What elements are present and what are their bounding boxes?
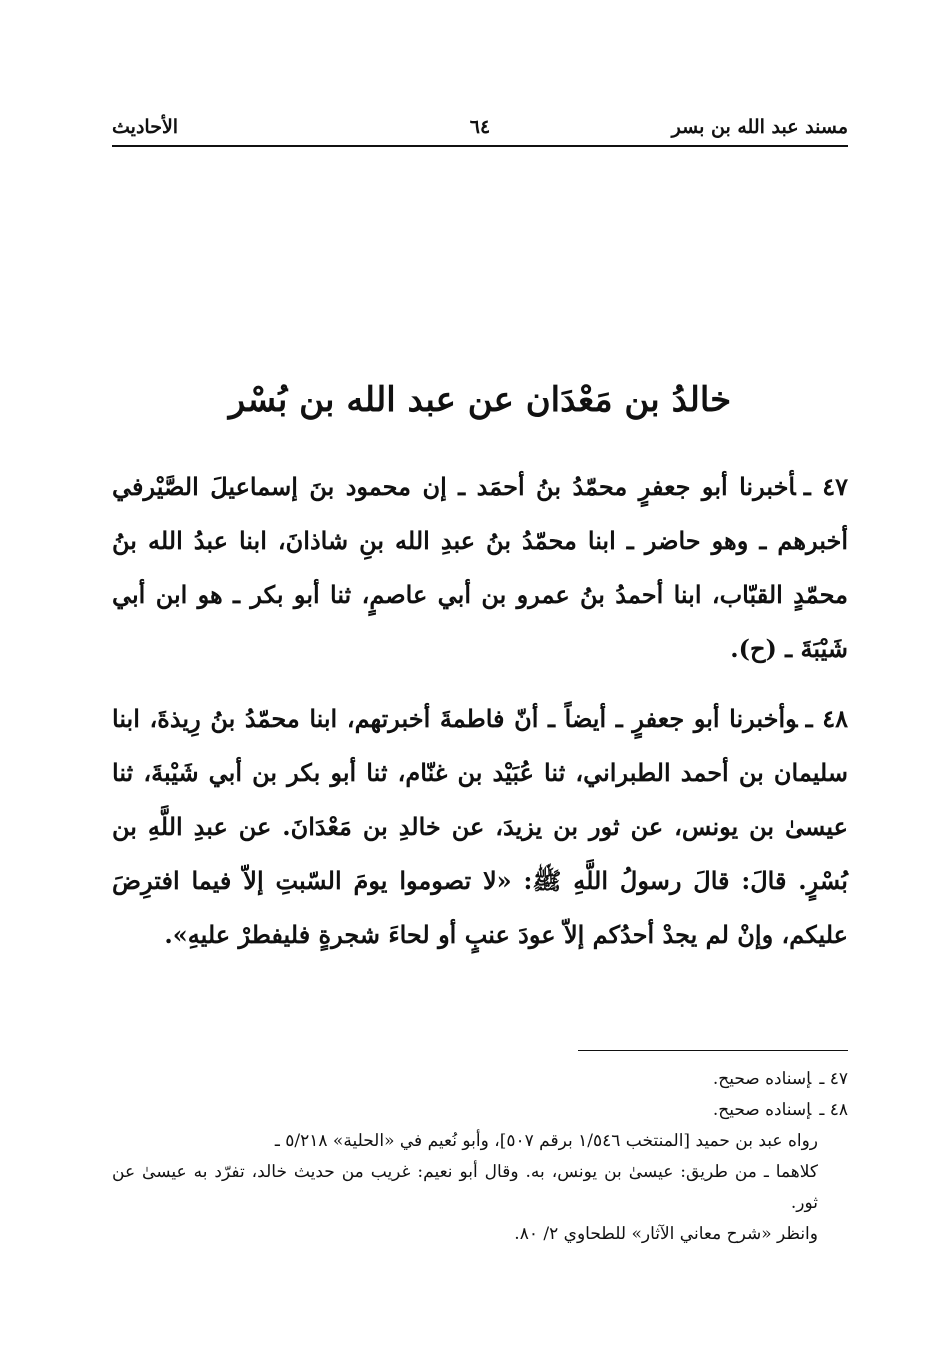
footnote-48-line: رواه عبد بن حميد [المنتخب ١/٥٤٦ برقم ٥٠٧]، وأبو نُعيم في «الحلية» ٥/٢١٨ ـ [274,1131,818,1151]
footnote-rule [578,1050,848,1051]
hadith-number: ٤٧ ـ [803,472,848,501]
header-book-title: مسند عبد الله بن بسر [671,116,848,138]
hadith-48 [112,692,848,962]
hadith-text: أخبرنا أبو جعفرٍ محمّدُ بنُ أحمَد ـ إن محمود بنَ إسماعيلَ الصَّيْرفي أخبرهم ـ وهو حاضر ـ ابنا محمّدُ بنُ عبدِ الله بنِ شاذانَ، ابنا عبدُ الله بنُ محمّدٍ القبّاب، ابنا أحمدُ بنُ عمرو بن أبي عاصمٍ، ثنا أبو بكر ـ هو ابن أبي شَيْبَةَ ـ (ح). [112,472,849,663]
footnote-48 [112,1095,848,1126]
header-section-title: الأحاديث [112,116,179,138]
footnote-48-line: وانظر «شرح معاني الآثار» للطحاوي ٢/ ٨٠. [514,1224,818,1244]
footnotes [112,1064,848,1250]
footnote-48-line: كلاهما ـ من طريق: عيسىٰ بن يونس، به. وقال أبو نعيم: غريب من حديث خالد، تفرّد به عيسىٰ عن ثور. [112,1162,818,1213]
footnote-text: إسناده صحيح. [712,1069,812,1089]
footnote-number: ٤٨ ـ [819,1100,848,1120]
page-number: ٦٤ [469,116,491,138]
hadith-number: ٤٨ ـ [805,704,848,733]
header-rule [112,145,848,147]
hadith-text: وأخبرنا أبو جعفرٍ ـ أيضاً ـ أنّ فاطمةَ أخبرتهم، ابنا محمّدُ بنُ رِيذةَ، ابنا سليمان بن أحمد الطبراني، ثنا عُبَيْد بن غنّام، ثنا أبو بكر بن أبي شَيْبةَ، ثنا عيسىٰ بن يونس، عن ثور بن يزيدَ، عن خالدِ بن مَعْدَانَ. عن عبدِ اللَّهِ بن بُسْرٍ. قالَ: قالَ رسولُ اللَّهِ ﷺ: «لا تصوموا يومَ السّبتِ إلاّ فيما افترِضَ عليكم، وإنْ لم يجدْ أحدُكم إلاّ عودَ عنبٍ أو لحاءَ شجرةٍ فليفطرْ عليهِ». [112,704,848,949]
hadith-47 [112,460,848,676]
body-text [112,460,848,962]
running-header [112,110,848,144]
chapter-title: خالدُ بن مَعْدَان عن عبد الله بن بُسْر [228,380,732,420]
footnote-47 [112,1064,848,1095]
footnote-text: إسناده صحيح. [712,1100,812,1120]
footnote-number: ٤٧ ـ [819,1069,848,1089]
